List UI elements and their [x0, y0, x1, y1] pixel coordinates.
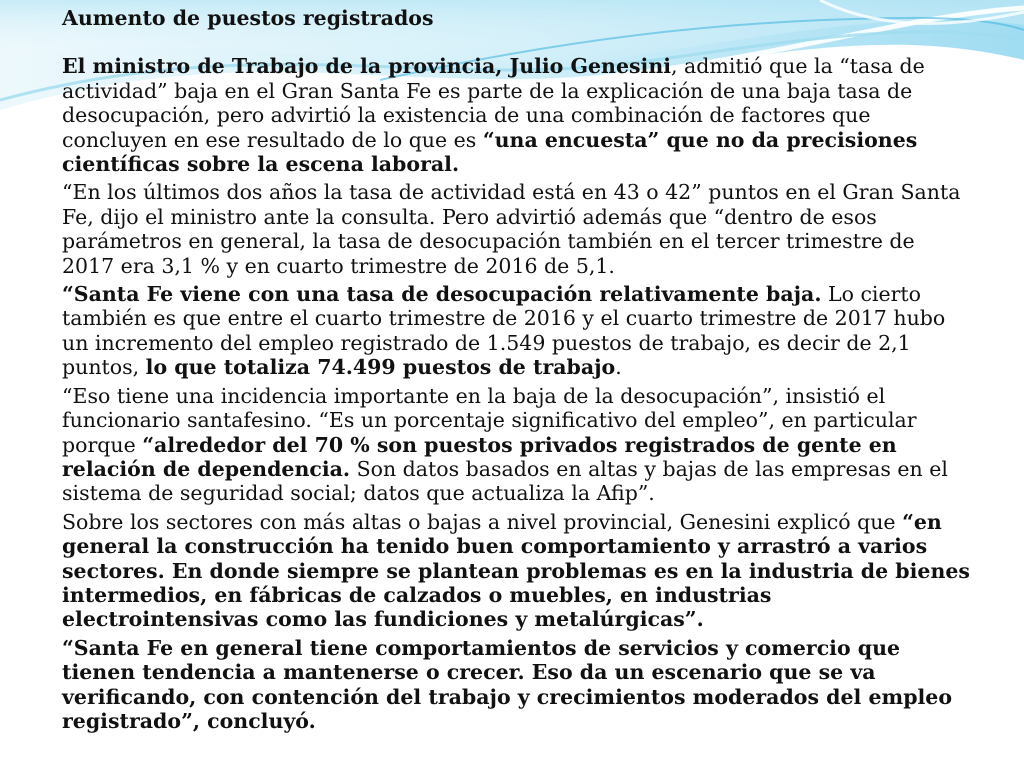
- paragraph-5: [62, 510, 972, 632]
- paragraph-3-segment: lo que totaliza 74.499 puestos de trabajo: [145, 355, 616, 380]
- paragraph-3-segment: “Santa Fe viene con una tasa de desocupación relativamente baja.: [62, 282, 822, 307]
- paragraph-4-segment: Son datos basados en altas y bajas de las empresas en el sistema de seguridad social; datos que actualiza la Afip”.: [62, 456, 948, 506]
- paragraph-1-segment: “una encuesta” que no da precisiones científicas sobre la escena laboral.: [62, 127, 918, 177]
- slide-body: [62, 6, 972, 737]
- paragraph-1: [62, 54, 972, 176]
- slide-title: Aumento de puestos registrados: [62, 6, 434, 30]
- paragraph-5-segment: Sobre los sectores con más altas o bajas a nivel provincial, Genesini explicó que: [62, 509, 903, 534]
- paragraph-3-segment: .: [615, 355, 622, 380]
- paragraph-2-segment: “En los últimos dos años la tasa de actividad está en 43 o 42” puntos en el Gran Santa Fe, dijo el ministro ante la consulta. Pero advirtió además que “dentro de esos parámetros en general, la tasa de desocupación también en el tercer trimestre de 2017 era 3,1 % y en cuarto trimestre de 2016 de 5,1.: [62, 180, 961, 278]
- paragraph-4-segment: “Eso tiene una incidencia importante en la baja de la desocupación”, insistió el funcionario santafesino. “Es un porcentaje significativo del empleo”, en particular porque: [62, 383, 917, 457]
- paragraph-3-segment: Lo cierto también es que entre el cuarto trimestre de 2016 y el cuarto trimestre de 2017 hubo un incremento del empleo registrado de 1.549 puestos de trabajo, es decir de 2,1 puntos,: [62, 282, 946, 380]
- paragraph-6: [62, 636, 972, 734]
- paragraph-list: [62, 54, 972, 733]
- paragraph-4-segment: “alrededor del 70 % son puestos privados registrados de gente en relación de dependencia.: [62, 432, 897, 481]
- paragraph-2: [62, 180, 972, 278]
- paragraph-5-segment: “en general la construcción ha tenido buen comportamiento y arrastró a varios sectores. En donde siempre se plantean problemas es en la industria de bienes intermedios, en fábricas de calzados o muebles, en industrias electrointensivas como las fundiciones y metalúrgicas”.: [62, 509, 970, 632]
- paragraph-6-segment: “Santa Fe en general tiene comportamientos de servicios y comercio que tienen tendencia a mantenerse o crecer. Eso da un escenario que se va verificando, con contención del trabajo y crecimientos moderados del empleo registrado”, concluyó.: [62, 635, 953, 733]
- paragraph-3: [62, 282, 972, 380]
- paragraph-1-segment: El ministro de Trabajo de la provincia, Julio Genesini: [62, 54, 672, 79]
- paragraph-1-segment: , admitió que la “tasa de actividad” baja en el Gran Santa Fe es parte de la explicación de una baja tasa de desocupación, pero advirtió la existencia de una combinación de factores que concluyen en ese resultado de lo que es: [62, 54, 925, 152]
- paragraph-4: [62, 384, 972, 506]
